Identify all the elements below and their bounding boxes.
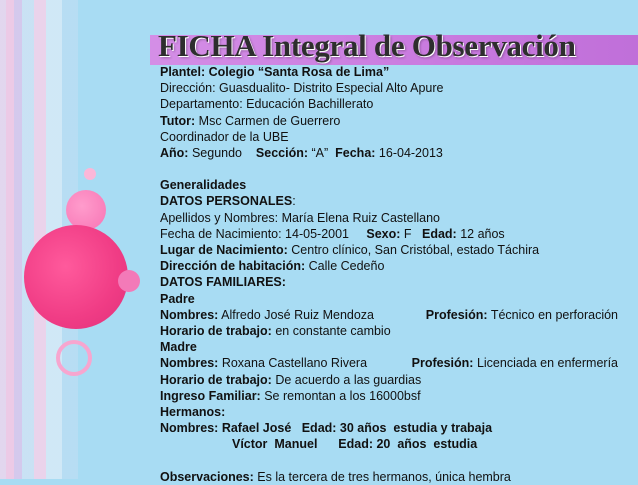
anio-value: Segundo bbox=[191, 146, 243, 161]
edad-label: Edad: bbox=[421, 226, 457, 241]
datos-personales-label: DATOS PERSONALES bbox=[160, 194, 293, 209]
madre-profesion-value: Licenciada en enfermería bbox=[476, 356, 618, 371]
decorative-ring bbox=[56, 340, 92, 376]
departamento-line: Departamento: Educación Bachillerato bbox=[160, 97, 374, 112]
padre-nombres-value: Alfredo José Ruiz Mendoza bbox=[221, 307, 374, 322]
nacimiento-line bbox=[160, 226, 618, 242]
lugar-label: Lugar de Nacimiento: bbox=[160, 243, 288, 258]
madre-nombres-line bbox=[160, 355, 618, 371]
padre-nombres-line bbox=[160, 307, 618, 323]
decorative-circle-large bbox=[24, 225, 128, 329]
seccion-value: “A” bbox=[311, 146, 329, 161]
hermano-1-line: Nombres: Rafael José Edad: 30 años estudia y trabaja bbox=[160, 421, 493, 436]
habitacion-line bbox=[160, 258, 618, 274]
madre-horario-line bbox=[160, 372, 618, 388]
decorative-circle-small bbox=[118, 270, 140, 292]
observaciones-label: Observaciones: bbox=[160, 469, 254, 484]
sexo-label: Sexo: bbox=[366, 226, 401, 241]
coordinador-line: Coordinador de la UBE bbox=[160, 129, 289, 144]
padre-horario-label: Horario de trabajo: bbox=[160, 324, 272, 339]
habitacion-label: Dirección de habitación: bbox=[160, 259, 306, 274]
ingreso-label: Ingreso Familiar: bbox=[160, 388, 261, 403]
madre-nombres-label: Nombres: bbox=[160, 356, 219, 371]
lugar-line bbox=[160, 242, 618, 258]
direccion-line: Dirección: Guasdualito- Distrito Especial Alto Apure bbox=[160, 81, 444, 96]
madre-profesion-label: Profesión: bbox=[411, 356, 474, 371]
ficha-content bbox=[160, 64, 618, 485]
edad-value: 12 años bbox=[460, 226, 505, 241]
lugar-value: Centro clínico, San Cristóbal, estado Táchira bbox=[291, 243, 540, 258]
madre-horario-label: Horario de trabajo: bbox=[160, 372, 272, 387]
tutor-value: Msc Carmen de Guerrero bbox=[198, 113, 341, 128]
sexo-value: F bbox=[403, 226, 412, 241]
tutor-line bbox=[160, 113, 618, 129]
padre-profesion-value: Técnico en perforación bbox=[490, 307, 618, 322]
seccion-label: Sección: bbox=[255, 146, 309, 161]
datos-personales-heading bbox=[160, 193, 618, 209]
madre-horario-value: De acuerdo a las guardias bbox=[275, 372, 422, 387]
generalidades-heading: Generalidades bbox=[160, 178, 247, 193]
anio-seccion-fecha-line bbox=[160, 145, 618, 161]
tutor-label: Tutor: bbox=[160, 113, 196, 128]
fecha-label: Fecha: bbox=[335, 146, 376, 161]
datos-personales-colon: : bbox=[292, 194, 296, 209]
padre-horario-value: en constante cambio bbox=[275, 324, 391, 339]
habitacion-value: Calle Cedeño bbox=[308, 259, 385, 274]
padre-horario-line bbox=[160, 323, 618, 339]
fecha-value: 16-04-2013 bbox=[378, 146, 443, 161]
padre-heading: Padre bbox=[160, 291, 195, 306]
padre-nombres-label: Nombres: bbox=[160, 307, 219, 322]
plantel-line: Plantel: Colegio “Santa Rosa de Lima” bbox=[160, 65, 390, 79]
ingreso-line bbox=[160, 388, 618, 404]
madre-heading: Madre bbox=[160, 340, 197, 355]
nacimiento-value: Fecha de Nacimiento: 14-05-2001 bbox=[160, 226, 350, 241]
page-title: FICHA Integral de Observación bbox=[158, 28, 576, 63]
hermanos-heading: Hermanos: bbox=[160, 405, 226, 420]
datos-familiares-heading: DATOS FAMILIARES: bbox=[160, 275, 286, 290]
observaciones-line bbox=[160, 469, 618, 485]
padre-profesion-label: Profesión: bbox=[425, 307, 488, 322]
madre-nombres-value: Roxana Castellano Rivera bbox=[221, 356, 368, 371]
apellidos-line: Apellidos y Nombres: María Elena Ruiz Castellano bbox=[160, 210, 440, 225]
observaciones-value: Es la tercera de tres hermanos, única hembra bbox=[257, 469, 511, 484]
decorative-circle-medium bbox=[66, 190, 106, 230]
anio-label: Año: bbox=[160, 146, 189, 161]
hermano-2-line: Víctor Manuel Edad: 20 años estudia bbox=[232, 437, 478, 452]
decorative-dot bbox=[84, 168, 96, 180]
ingreso-value: Se remontan a los 16000bsf bbox=[264, 388, 421, 403]
